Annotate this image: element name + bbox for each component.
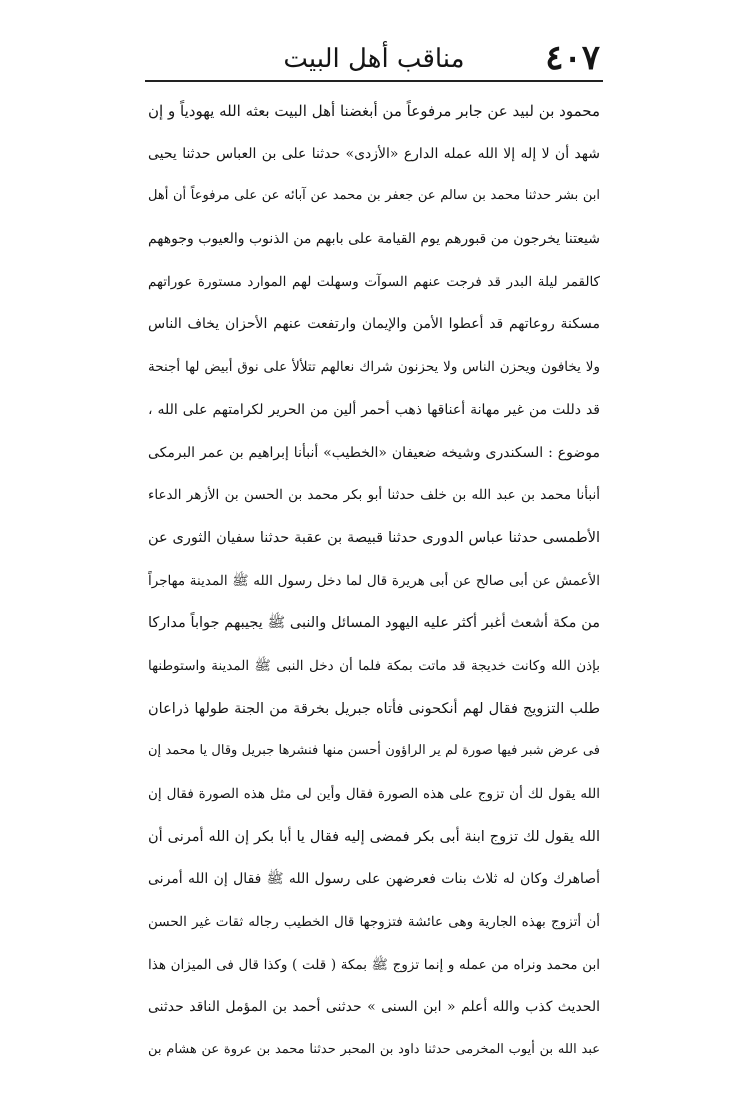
page-number: ٤٠٧ <box>545 38 600 78</box>
text-line: أنبأنا محمد بن عبد الله بن خلف حدثنا أبو بكر محمد بن الحسن بن الأزهر الدعاء <box>148 487 600 504</box>
text-line: الله يقول لك تزوج ابنة أبى بكر فمضى إليه فقال يا أبا بكر إن الله أمرنى أن <box>148 828 600 845</box>
text-line: ولا يخافون ويحزن الناس ولا يحزنون شراك نعالهم تتلألأ على نوق أبيض لها أجنحة <box>148 359 600 376</box>
header-rule <box>145 80 603 82</box>
text-line: أصاهرك وكان له ثلاث بنات فعرضهن على رسول الله ﷺ فقال إن الله أمرنى <box>148 871 600 888</box>
text-line: الأطمسى حدثنا عباس الدورى حدثنا قبيصة بن عقبة حدثنا سفيان الثورى عن <box>148 529 600 546</box>
text-line: موضوع : السكندرى وشيخه ضعيفان «الخطيب» أنبأنا إبراهيم بن عمر البرمكى <box>148 444 600 461</box>
text-line: فى عرض شبر فيها صورة لم ير الراؤون أحسن منها فنشرها جبريل وقال يا محمد إن <box>148 743 600 759</box>
text-line: أن أتزوج بهذه الجارية وهى عائشة فتزوجها قال الخطيب رجاله ثقات غير الحسن <box>148 914 600 931</box>
text-line: ابن محمد ونراه من عمله و إنما تزوج ﷺ بمكة ( قلت ) وكذا قال فى الميزان هذا <box>148 956 600 973</box>
running-title: مناقب أهل البيت <box>283 44 465 74</box>
text-line: الأعمش عن أبى صالح عن أبى هريرة قال لما دخل رسول الله ﷺ المدينة مهاجراً <box>148 572 600 589</box>
text-line: محمود بن لبيد عن جابر مرفوعاً من أبغضنا أهل البيت بعثه الله يهودياً و إن <box>148 102 600 120</box>
text-line: عبد الله بن أيوب المخرمى حدثنا داود بن المحبر حدثنا محمد بن عروة عن هشام بن <box>148 1042 600 1058</box>
text-line: من مكة أشعث أغبر أكثر عليه اليهود المسائل والنبى ﷺ يجيبهم جواباً مداركا <box>148 615 600 632</box>
body-text <box>148 90 600 1072</box>
text-line: بإذن الله وكانت خديجة قد ماتت بمكة فلما أن دخل النبى ﷺ المدينة واستوطنها <box>148 657 600 674</box>
text-line: الحديث كذب والله أعلم « ابن السنى » حدثنى أحمد بن المؤمل الناقد حدثنى <box>148 999 600 1016</box>
text-line: شيعتنا يخرجون من قبورهم يوم القيامة على بابهم من الذنوب والعيوب وجوههم <box>148 231 600 248</box>
text-line: طلب التزويج فقال لهم أنكحونى فأتاه جبريل بخرقة من الجنة طولها ذراعان <box>148 700 600 717</box>
page-header <box>148 38 600 78</box>
text-line: ابن بشر حدثنا محمد بن سالم عن جعفر بن محمد عن آبائه عن على مرفوعاً أن أهل <box>148 188 600 204</box>
text-line: قد دللت من غير مهانة أعناقها ذهب أحمر ألين من الحرير لكرامتهم على الله ، <box>148 401 600 418</box>
text-line: شهد أن لا إله إلا الله عمله الدارع «الأزدى» حدثنا على بن العباس حدثنا يحيى <box>148 145 600 162</box>
text-line: الله يقول لك أن تزوج على هذه الصورة فقال وأين لى مثل هذه الصورة فقال إن <box>148 786 600 802</box>
text-line: مسكنة روعاتهم قد أعطوا الأمن والإيمان وارتفعت عنهم الأحزان يخاف الناس <box>148 316 600 333</box>
text-line: كالقمر ليلة البدر قد فرجت عنهم السوآت وسهلت لهم الموارد مستورة عوراتهم <box>148 273 600 290</box>
